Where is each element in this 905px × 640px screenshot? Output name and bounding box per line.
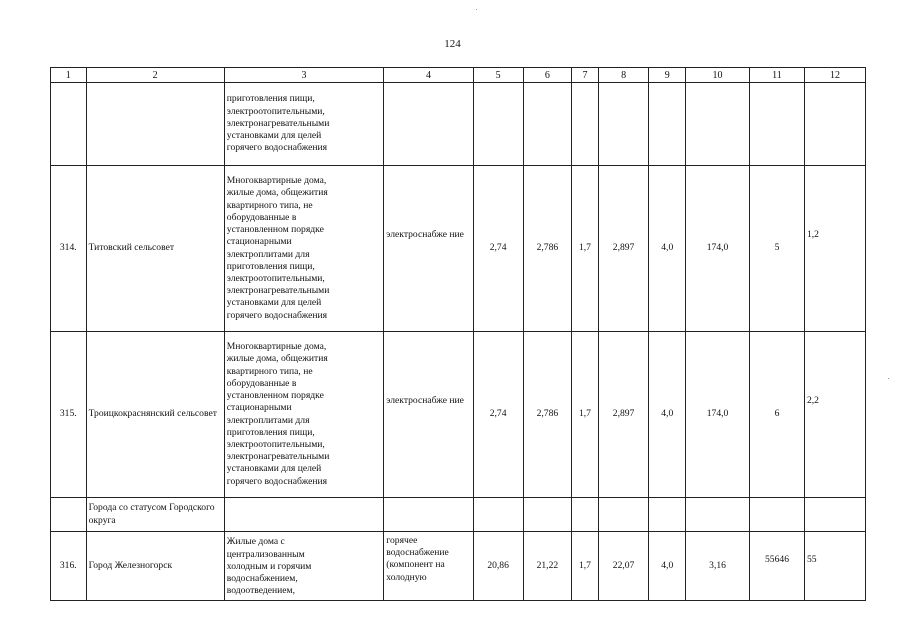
description-line: электронагревательными bbox=[226, 117, 330, 129]
value-col8 bbox=[598, 332, 649, 498]
description-line: Жилые дома с bbox=[226, 536, 285, 548]
housing-description bbox=[224, 532, 384, 601]
value-col11 bbox=[750, 166, 805, 332]
service-type-text: электроснабже ние bbox=[386, 395, 464, 407]
value-col9 bbox=[649, 332, 686, 498]
value-col8 bbox=[598, 532, 649, 601]
value-col8 bbox=[598, 498, 649, 532]
column-header: 8 bbox=[598, 68, 649, 83]
value-col12-text: 2,2 bbox=[806, 395, 819, 407]
value-col11 bbox=[750, 498, 805, 532]
value-col5 bbox=[473, 332, 523, 498]
value-col12 bbox=[804, 532, 865, 601]
value-col9-text: 4,0 bbox=[661, 559, 674, 571]
column-header: 5 bbox=[473, 68, 523, 83]
municipality-name-text: Город Железногорск bbox=[88, 559, 173, 571]
column-header: 3 bbox=[224, 68, 384, 83]
description-line: централизованным bbox=[226, 548, 305, 560]
description-line: электроотопительными, bbox=[226, 438, 325, 450]
value-col11 bbox=[750, 83, 805, 166]
column-header: 6 bbox=[523, 68, 572, 83]
scan-speck bbox=[476, 9, 477, 10]
value-col10 bbox=[686, 532, 750, 601]
description-line: электроотопительными, bbox=[226, 105, 325, 117]
value-col12-text: 55 bbox=[806, 553, 817, 565]
value-col7 bbox=[572, 166, 598, 332]
description-line: стационарными bbox=[226, 402, 292, 414]
row-number-text: 316. bbox=[59, 559, 77, 571]
value-col8-text: 22,07 bbox=[612, 559, 635, 571]
table-row bbox=[51, 532, 866, 601]
value-col9-text: 4,0 bbox=[661, 242, 674, 254]
value-col12-text: 1,2 bbox=[806, 229, 819, 241]
description-line: водоснабжением, bbox=[226, 573, 298, 585]
service-type bbox=[384, 532, 473, 601]
municipality-name-text: Города со статусом Городского округа bbox=[88, 502, 215, 526]
value-col7 bbox=[572, 332, 598, 498]
scan-speck bbox=[888, 378, 889, 379]
value-col8 bbox=[598, 166, 649, 332]
column-header: 12 bbox=[804, 68, 865, 83]
value-col12 bbox=[804, 83, 865, 166]
value-col7 bbox=[572, 498, 598, 532]
column-header: 1 bbox=[51, 68, 87, 83]
description-line: приготовления пищи, bbox=[226, 93, 315, 105]
column-header: 10 bbox=[686, 68, 750, 83]
value-col5 bbox=[473, 532, 523, 601]
column-header: 2 bbox=[86, 68, 224, 83]
value-col7-text: 1,7 bbox=[578, 242, 591, 254]
value-col10-text: 174,0 bbox=[706, 242, 729, 254]
description-line: электроплитами для bbox=[226, 414, 310, 426]
column-header: 7 bbox=[572, 68, 598, 83]
value-col7 bbox=[572, 83, 598, 166]
row-number bbox=[51, 83, 87, 166]
description-line: Многоквартирные дома, bbox=[226, 175, 327, 187]
value-col10-text: 3,16 bbox=[709, 559, 726, 571]
value-col8-text: 2,897 bbox=[612, 242, 635, 254]
value-col12 bbox=[804, 498, 865, 532]
service-type-text: горячее водоснабжение (компонент на холодную bbox=[386, 535, 449, 583]
value-col5 bbox=[473, 498, 523, 532]
description-line: стационарными bbox=[226, 236, 292, 248]
value-col6 bbox=[523, 332, 572, 498]
value-col6-text: 21,22 bbox=[536, 559, 559, 571]
value-col5-text: 20,86 bbox=[487, 559, 509, 571]
description-line: электронагревательными bbox=[226, 285, 330, 297]
value-col10 bbox=[686, 166, 750, 332]
table-row bbox=[51, 498, 866, 532]
description-line: установками для целей bbox=[226, 297, 322, 309]
housing-description bbox=[224, 332, 384, 498]
value-col10 bbox=[686, 498, 750, 532]
value-col11 bbox=[750, 532, 805, 601]
description-line: установленном порядке bbox=[226, 390, 324, 402]
service-type bbox=[384, 498, 473, 532]
description-line: электроплитами для bbox=[226, 248, 310, 260]
description-line: оборудованные в bbox=[226, 377, 297, 389]
municipality-name bbox=[86, 83, 224, 166]
service-type bbox=[384, 166, 473, 332]
value-col11-text: 6 bbox=[774, 408, 780, 420]
value-col10 bbox=[686, 332, 750, 498]
value-col6-text: 2,786 bbox=[536, 408, 559, 420]
value-col5-text: 2,74 bbox=[489, 242, 507, 254]
description-line: водоотведением, bbox=[226, 585, 296, 597]
value-col7 bbox=[572, 532, 598, 601]
housing-description bbox=[224, 498, 384, 532]
value-col10 bbox=[686, 83, 750, 166]
description-line: жилые дома, общежития bbox=[226, 353, 328, 365]
value-col6 bbox=[523, 532, 572, 601]
value-col7-text: 1,7 bbox=[578, 408, 591, 420]
table-row bbox=[51, 332, 866, 498]
municipality-name bbox=[86, 166, 224, 332]
value-col11-text: 55646 bbox=[765, 553, 789, 565]
description-line: приготовления пищи, bbox=[226, 426, 315, 438]
description-line: горячего водоснабжения bbox=[226, 475, 328, 487]
service-type-text: электроснабже ние bbox=[386, 229, 464, 241]
value-col9 bbox=[649, 83, 686, 166]
value-col6-text: 2,786 bbox=[536, 242, 559, 254]
description-line: квартирного типа, не bbox=[226, 199, 313, 211]
value-col8-text: 2,897 bbox=[612, 408, 635, 420]
column-header: 4 bbox=[384, 68, 473, 83]
value-col9-text: 4,0 bbox=[661, 408, 674, 420]
value-col12 bbox=[804, 332, 865, 498]
municipality-name bbox=[86, 498, 224, 532]
value-col10-text: 174,0 bbox=[706, 408, 729, 420]
description-line: приготовления пищи, bbox=[226, 260, 315, 272]
value-col6 bbox=[523, 83, 572, 166]
table-row bbox=[51, 83, 866, 166]
description-line: установками для целей bbox=[226, 130, 322, 142]
value-col9 bbox=[649, 532, 686, 601]
header-row bbox=[51, 68, 866, 83]
housing-description bbox=[224, 166, 384, 332]
row-number-text: 315. bbox=[59, 408, 77, 420]
row-number bbox=[51, 498, 87, 532]
value-col5-text: 2,74 bbox=[489, 408, 507, 420]
description-line: жилые дома, общежития bbox=[226, 187, 328, 199]
column-header: 11 bbox=[750, 68, 805, 83]
description-line: электроотопительными, bbox=[226, 272, 325, 284]
column-header: 9 bbox=[649, 68, 686, 83]
value-col9 bbox=[649, 166, 686, 332]
table-row bbox=[51, 166, 866, 332]
row-number bbox=[51, 166, 87, 332]
description-line: оборудованные в bbox=[226, 211, 297, 223]
value-col11 bbox=[750, 332, 805, 498]
value-col5 bbox=[473, 83, 523, 166]
value-col5 bbox=[473, 166, 523, 332]
description-line: квартирного типа, не bbox=[226, 365, 313, 377]
tariff-table bbox=[50, 67, 866, 601]
row-number bbox=[51, 332, 87, 498]
value-col7-text: 1,7 bbox=[578, 559, 591, 571]
municipality-name-text: Титовский сельсовет bbox=[88, 242, 175, 254]
value-col9 bbox=[649, 498, 686, 532]
service-type bbox=[384, 332, 473, 498]
row-number-text: 314. bbox=[59, 242, 77, 254]
description-line: горячего водоснабжения bbox=[226, 142, 328, 154]
row-number bbox=[51, 532, 87, 601]
value-col11-text: 5 bbox=[774, 242, 780, 254]
description-line: холодным и горячим bbox=[226, 560, 312, 572]
value-col6 bbox=[523, 166, 572, 332]
page-number: 124 bbox=[444, 38, 461, 50]
description-line: установленном порядке bbox=[226, 224, 324, 236]
description-line: Многоквартирные дома, bbox=[226, 341, 327, 353]
value-col8 bbox=[598, 83, 649, 166]
municipality-name-text: Троицкокраснянский сельсовет bbox=[88, 408, 217, 420]
service-type bbox=[384, 83, 473, 166]
description-line: электронагревательными bbox=[226, 451, 330, 463]
description-line: горячего водоснабжения bbox=[226, 309, 328, 321]
value-col12 bbox=[804, 166, 865, 332]
municipality-name bbox=[86, 532, 224, 601]
municipality-name bbox=[86, 332, 224, 498]
description-line: установками для целей bbox=[226, 463, 322, 475]
housing-description bbox=[224, 83, 384, 166]
value-col6 bbox=[523, 498, 572, 532]
